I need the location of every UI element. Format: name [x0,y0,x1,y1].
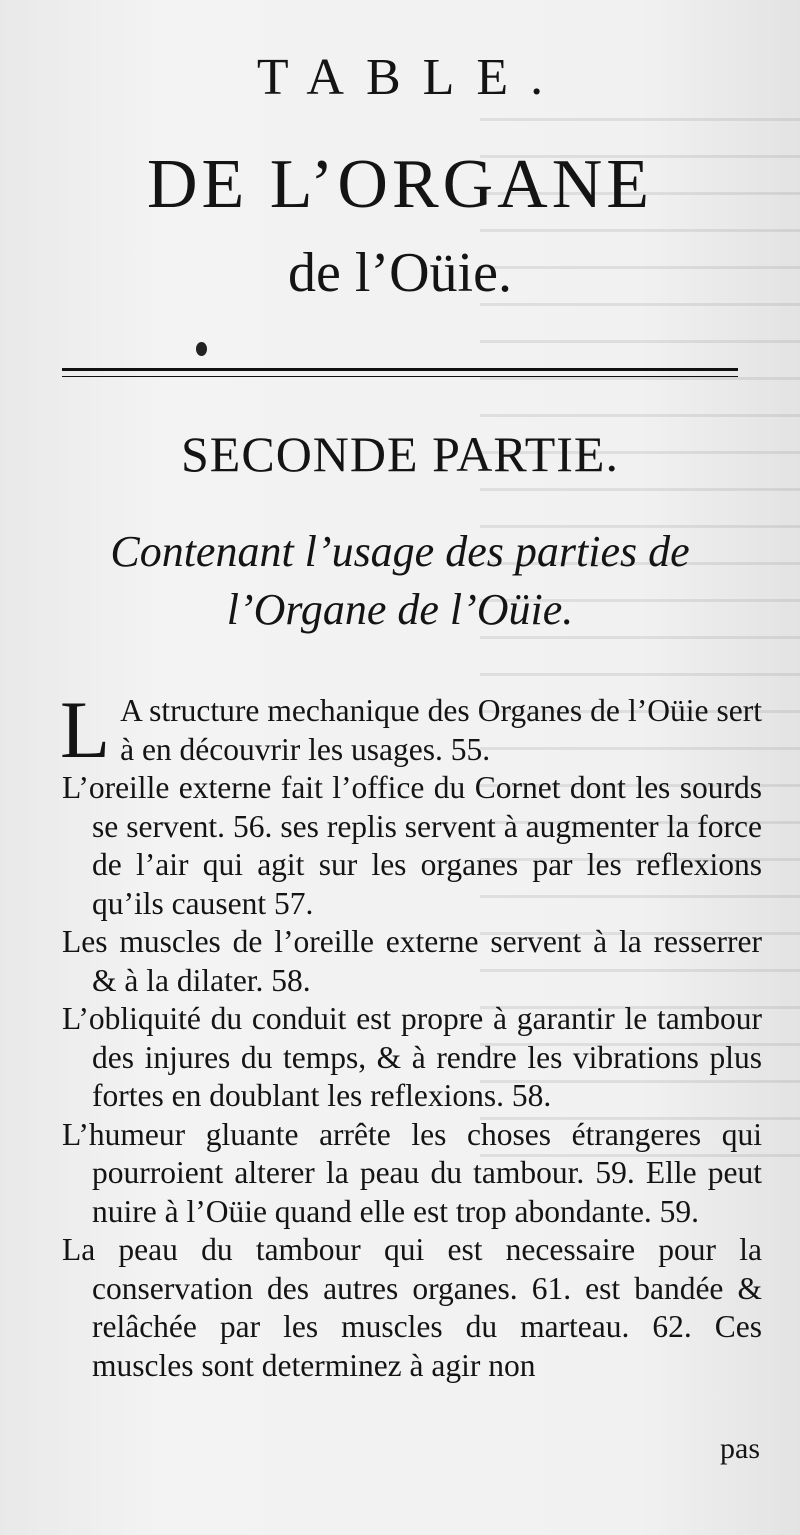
table-entry [62,1116,762,1232]
entry-text: L’obliquité du conduit est propre à garantir le tambour des injures du temps, & à rendre les vibrations plus fortes en doublant les reflexions. 58. [62,1001,762,1113]
part-subtitle-line-2: l’Organe de l’Oüie. [226,585,574,634]
table-entry [62,923,762,1000]
entry-text: L’oreille externe fait l’office du Cornet dont les sourds se servent. 56. ses replis servent à augmenter la force de l’air qui agit sur les organes par les reflexions qu’ils causent 57. [62,770,762,921]
entry-text: L’humeur gluante arrête les choses étrangeres qui pourroient alterer la peau du tambour. 59. Elle peut nuire à l’Oüie quand elle est trop abondante. 59. [62,1116,762,1229]
part-title: SECONDE PARTIE. [181,426,619,482]
page-subtitle: de l’Oüie. [288,242,512,304]
catchword: pas [720,1432,760,1465]
table-entry [62,1000,762,1116]
entry-text: A structure mechanique des Organes de l’Oüie sert à en découvrir les usages. 55. [120,693,762,767]
part-subtitle-line-1: Contenant l’usage des parties de [110,527,690,576]
divider-rule-thick [62,368,738,371]
entry-text: Les muscles de l’oreille externe servent à la resserrer & à la dilater. 58. [62,924,762,998]
table-entry [62,769,762,923]
part-subtitle [0,523,800,639]
entry-text: La peau du tambour qui est necessaire pour la conservation des autres organes. 61. est bandée & relâchée par les muscles du marteau. 62. Ces muscles sont determinez à agir non [62,1232,762,1383]
ink-ornament [196,342,207,356]
table-entries [60,684,762,1385]
divider-rule-thin [62,376,738,377]
drop-cap: L [60,684,111,775]
page-title: DE L’ORGANE [146,146,654,223]
table-entry [62,1231,762,1385]
table-heading: TABLE. [256,49,566,106]
table-entry [60,684,762,775]
